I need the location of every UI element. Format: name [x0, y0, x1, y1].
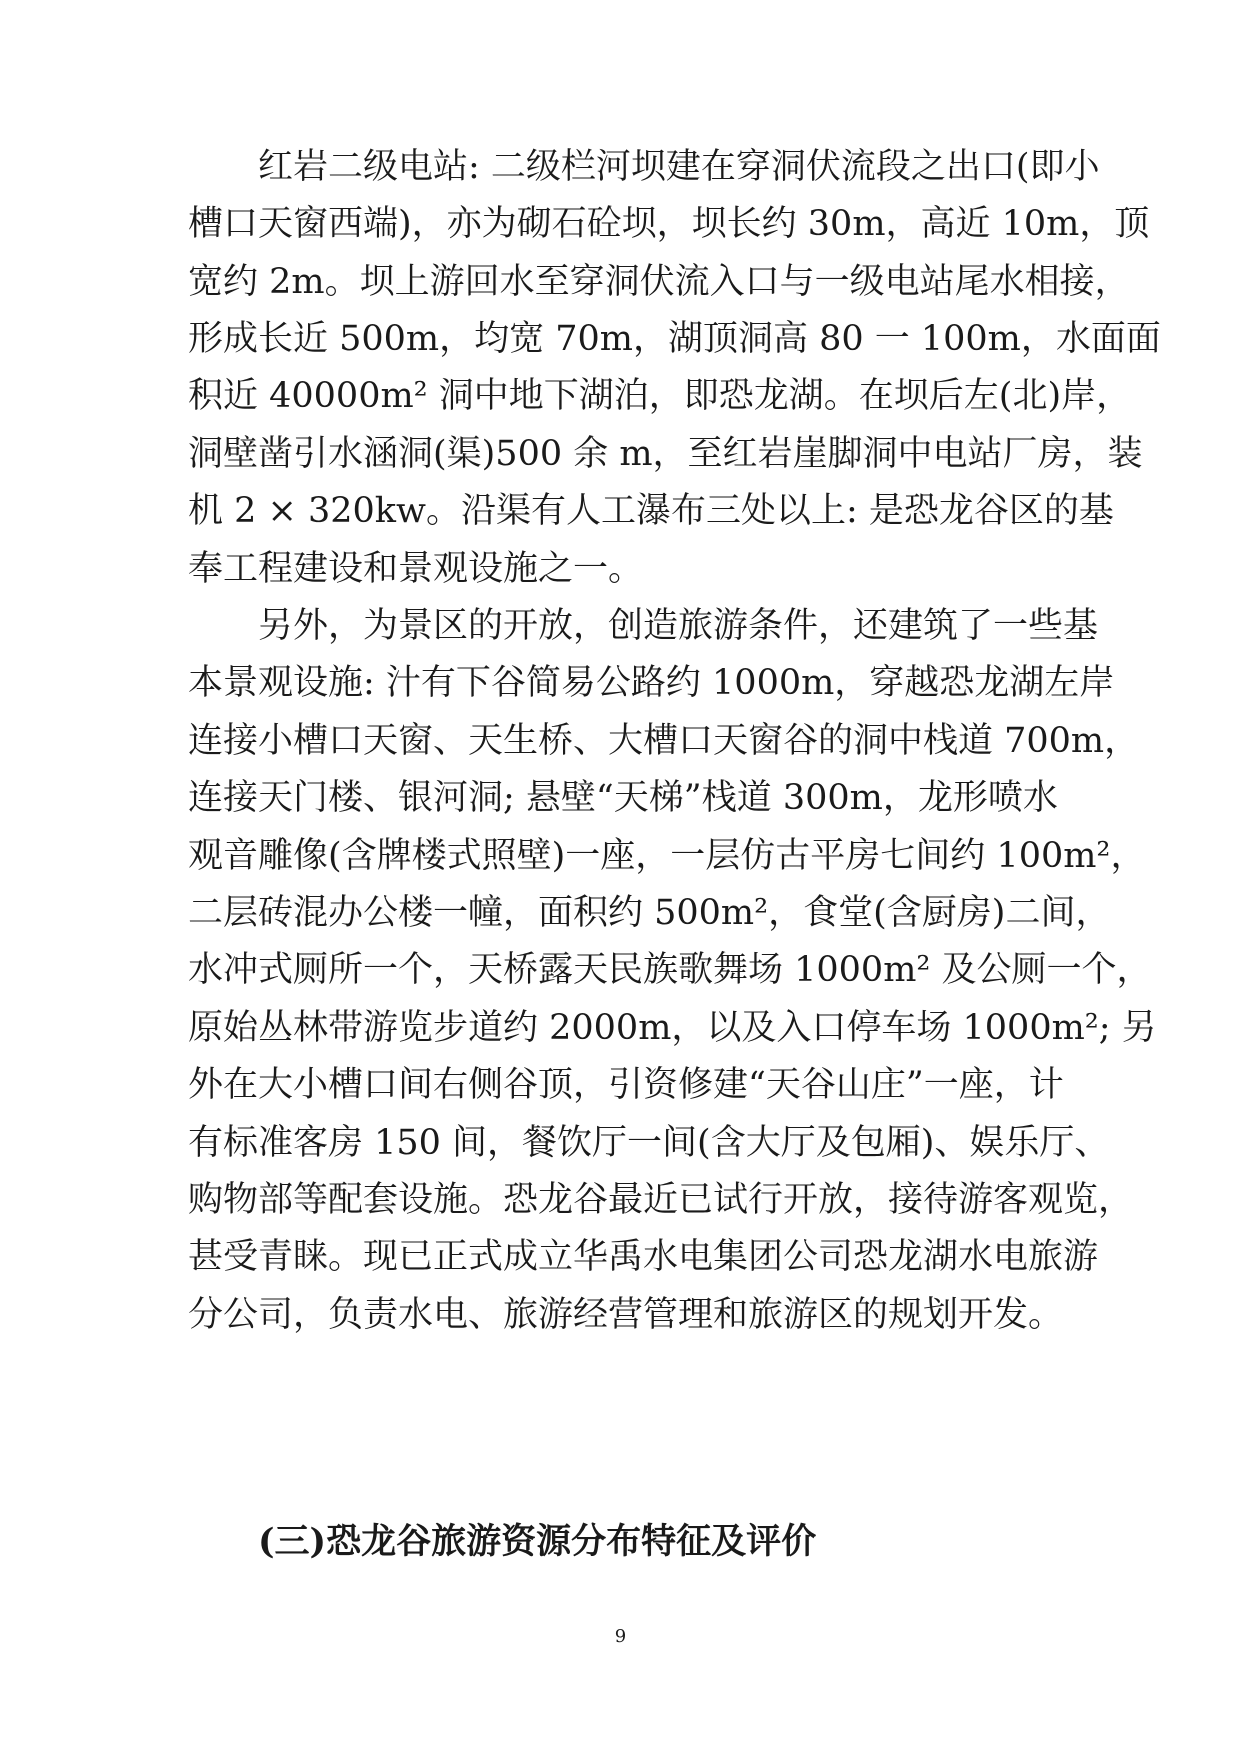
text-line: 水冲式厕所一个，天桥露天民族歌舞场 1000m² 及公厕一个， [188, 950, 1152, 990]
text-line: 分公司，负责水电、旅游经营管理和旅游区的规划开发。 [188, 1295, 1064, 1335]
text-line: 连接天门楼、银河洞; 悬壁“天梯”栈道 300m，龙形喷水 [188, 778, 1058, 818]
text-line: 观音雕像(含牌楼式照壁)一座，一层仿古平房七间约 100m²， [188, 836, 1146, 876]
text-line: 形成长近 500m，均宽 70m，湖顶洞高 80 一 100m，水面面 [188, 319, 1161, 359]
text-line: 外在大小槽口间右侧谷顶，引资修建“天谷山庄”一座，计 [188, 1065, 1064, 1105]
text-line: 原始丛林带游览步道约 2000m，以及入口停车场 1000m²; 另 [188, 1008, 1157, 1048]
section-heading: (三)恐龙谷旅游资源分布特征及评价 [258, 1521, 817, 1562]
text-line: 机 2 × 320kw。沿渠有人工瀑布三处以上: 是恐龙谷区的基 [188, 491, 1114, 531]
text-line: 宽约 2m。坝上游回水至穿洞伏流入口与一级电站尾水相接， [188, 262, 1130, 302]
text-line: 二层砖混办公楼一幢，面积约 500m²，食堂(含厨房)二间， [188, 893, 1111, 933]
page-number: 9 [614, 1626, 627, 1647]
text-line: 积近 40000m² 洞中地下湖泊，即恐龙湖。在坝后左(北)岸， [188, 376, 1132, 416]
text-line: 连接小槽口天窗、天生桥、大槽口天窗谷的洞中栈道 700m， [188, 721, 1140, 761]
text-line: 购物部等配套设施。恐龙谷最近已试行开放，接待游客观览， [188, 1180, 1134, 1220]
text-line: 红岩二级电站: 二级栏河坝建在穿洞伏流段之出口(即小 [258, 147, 1100, 187]
text-line: 槽口天窗西端)，亦为砌石砼坝，坝长约 30m，高近 10m，顶 [188, 204, 1150, 244]
text-line: 另外，为景区的开放，创造旅游条件，还建筑了一些基 [258, 606, 1099, 646]
text-line: 有标准客房 150 间，餐饮厅一间(含大厅及包厢)、娱乐厅、 [188, 1123, 1110, 1163]
text-line: 洞壁凿引水涵洞(渠)500 余 m，至红岩崖脚洞中电站厂房，装 [188, 434, 1143, 474]
text-line: 甚受青睐。现已正式成立华禹水电集团公司恐龙湖水电旅游 [188, 1237, 1099, 1277]
text-line: 本景观设施: 汁有下谷简易公路约 1000m，穿越恐龙湖左岸 [188, 663, 1115, 703]
text-line: 奉工程建设和景观设施之一。 [188, 549, 644, 589]
